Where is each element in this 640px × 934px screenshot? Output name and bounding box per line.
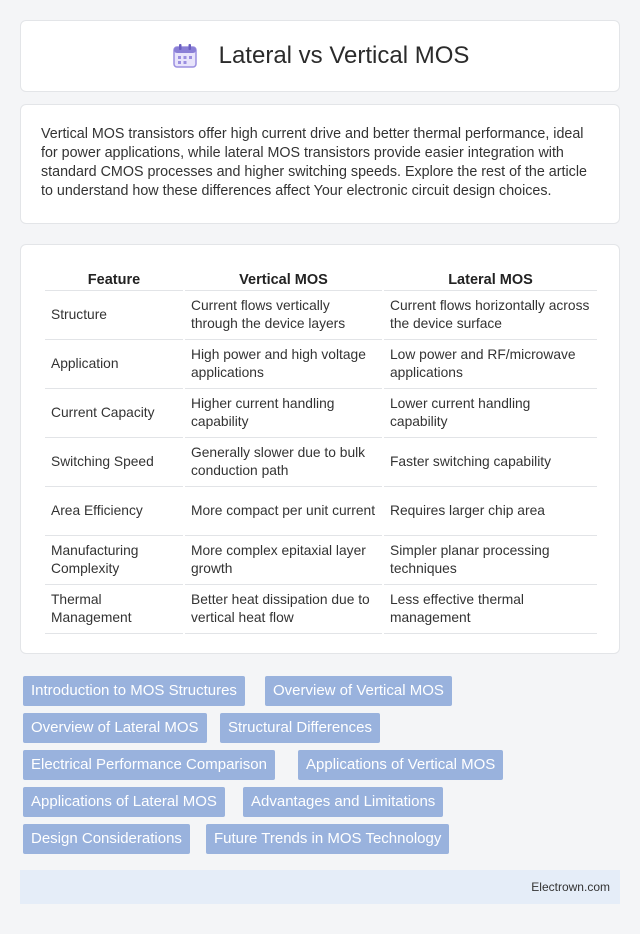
comparison-table-card bbox=[20, 244, 620, 654]
table-cell: Application bbox=[45, 340, 183, 389]
intro-card bbox=[20, 104, 620, 224]
table-cell: Requires larger chip area bbox=[384, 487, 597, 536]
table-cell: Simpler planar processing techniques bbox=[384, 536, 597, 585]
table-cell: More complex epitaxial layer growth bbox=[185, 536, 382, 585]
table-row bbox=[45, 340, 597, 389]
comparison-table bbox=[43, 265, 599, 634]
footer bbox=[20, 870, 620, 904]
table-cell: Thermal Management bbox=[45, 585, 183, 634]
column-header-lateral: Lateral MOS bbox=[384, 265, 597, 291]
table-body bbox=[45, 291, 597, 634]
table-header-row bbox=[45, 265, 597, 291]
table-row bbox=[45, 585, 597, 634]
table-row bbox=[45, 438, 597, 487]
topic-tag[interactable]: Introduction to MOS Structures bbox=[23, 676, 245, 706]
table-cell: Lower current handling capability bbox=[384, 389, 597, 438]
table-cell: High power and high voltage applications bbox=[185, 340, 382, 389]
table-row bbox=[45, 291, 597, 340]
table-cell: Higher current handling capability bbox=[185, 389, 382, 438]
topic-tag[interactable]: Future Trends in MOS Technology bbox=[206, 824, 449, 854]
topic-tag[interactable]: Applications of Lateral MOS bbox=[23, 787, 225, 817]
topic-tag[interactable]: Design Considerations bbox=[23, 824, 190, 854]
title-card bbox=[20, 20, 620, 92]
table-cell: More compact per unit current bbox=[185, 487, 382, 536]
topic-tag[interactable]: Overview of Lateral MOS bbox=[23, 713, 207, 743]
table-row bbox=[45, 536, 597, 585]
column-header-feature: Feature bbox=[45, 265, 183, 291]
table-cell: Faster switching capability bbox=[384, 438, 597, 487]
table-row bbox=[45, 389, 597, 438]
table-cell: Current flows vertically through the device layers bbox=[185, 291, 382, 340]
table-cell: Low power and RF/microwave applications bbox=[384, 340, 597, 389]
footer-brand[interactable]: Electrown.com bbox=[531, 880, 610, 894]
table-cell: Better heat dissipation due to vertical heat flow bbox=[185, 585, 382, 634]
table-cell: Area Efficiency bbox=[45, 487, 183, 536]
table-cell: Current Capacity bbox=[45, 389, 183, 438]
topic-tag[interactable]: Advantages and Limitations bbox=[243, 787, 443, 817]
table-cell: Current flows horizontally across the device surface bbox=[384, 291, 597, 340]
topic-tag[interactable]: Applications of Vertical MOS bbox=[298, 750, 503, 780]
topic-tag[interactable]: Overview of Vertical MOS bbox=[265, 676, 452, 706]
column-header-vertical: Vertical MOS bbox=[185, 265, 382, 291]
calendar-icon bbox=[171, 42, 199, 70]
topic-tag[interactable]: Electrical Performance Comparison bbox=[23, 750, 275, 780]
table-cell: Manufacturing Complexity bbox=[45, 536, 183, 585]
table-cell: Structure bbox=[45, 291, 183, 340]
table-cell: Generally slower due to bulk conduction path bbox=[185, 438, 382, 487]
table-cell: Less effective thermal management bbox=[384, 585, 597, 634]
table-cell: Switching Speed bbox=[45, 438, 183, 487]
intro-paragraph: Vertical MOS transistors offer high current drive and better thermal performance, ideal for power applications, while lateral MOS transistors provide easier integration with standard CMOS processes and higher switching speeds. Explore the rest of the article to understand how these differences affect Your electronic circuit design choices. bbox=[41, 126, 587, 199]
topic-tag[interactable]: Structural Differences bbox=[220, 713, 380, 743]
table-row bbox=[45, 487, 597, 536]
page-title: Lateral vs Vertical MOS bbox=[218, 42, 470, 69]
